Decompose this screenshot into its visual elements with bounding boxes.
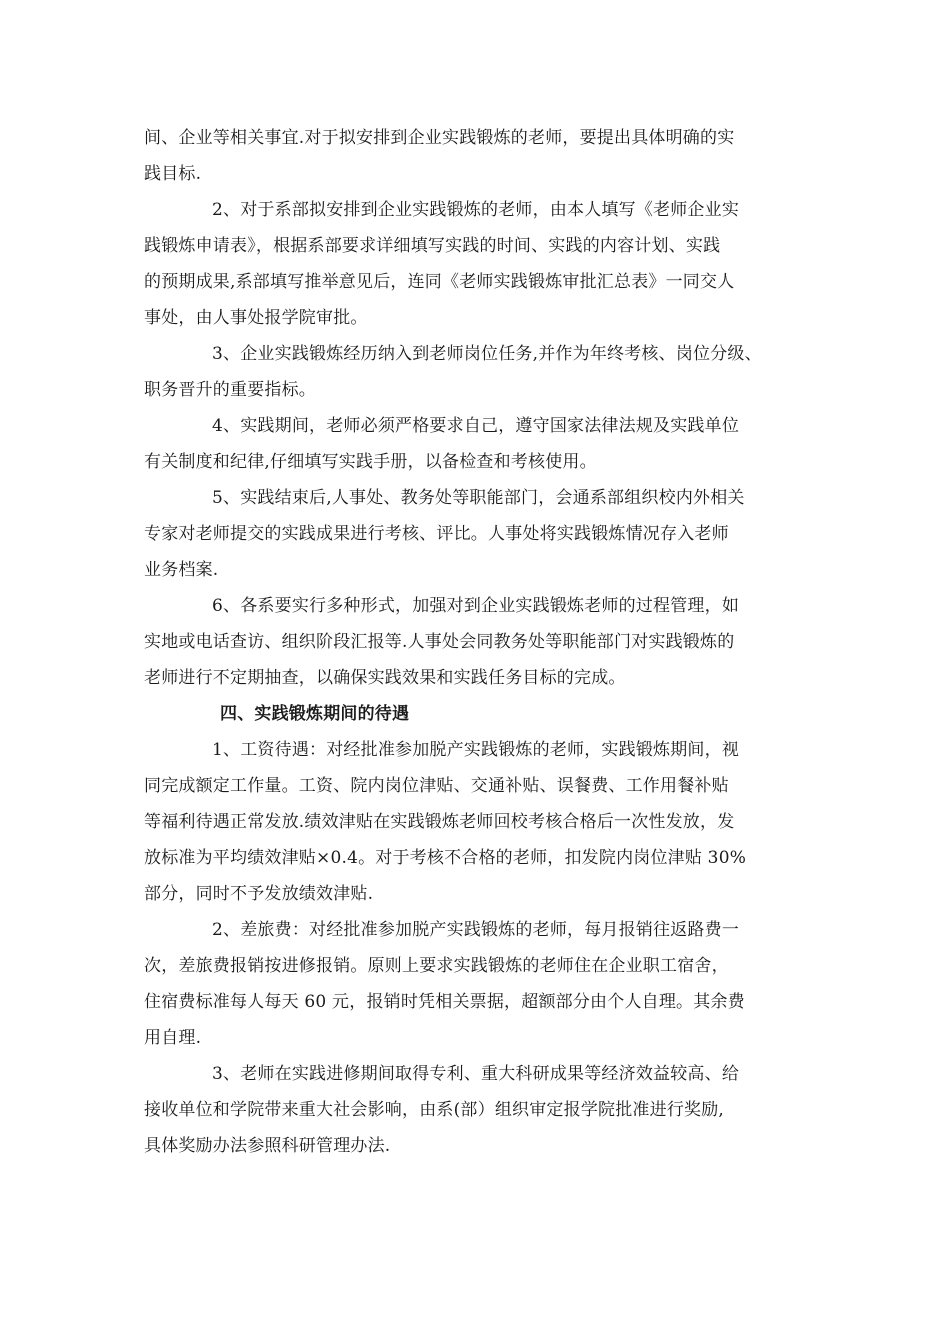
- text-line: 具体奖励办法参照科研管理办法.: [144, 1136, 391, 1156]
- text-line: 同完成额定工作量。工资、院内岗位津贴、交通补贴、误餐费、工作用餐补贴: [144, 776, 729, 796]
- text-line: 业务档案.: [144, 560, 219, 580]
- paragraph-start-line: 6、各系要实行多种形式，加强对到企业实践锻炼老师的过程管理，如: [212, 596, 740, 616]
- text-line: 部分，同时不予发放绩效津贴.: [144, 884, 374, 904]
- text-line: 等福利待遇正常发放.绩效津贴在实践锻炼老师回校考核合格后一次性发放，发: [144, 812, 735, 832]
- paragraph-start-line: 1、工资待遇：对经批准参加脱产实践锻炼的老师，实践锻炼期间，视: [212, 740, 740, 760]
- paragraph-start-line: 4、实践期间，老师必须严格要求自己，遵守国家法律法规及实践单位: [212, 416, 740, 436]
- paragraph-start-line: 2、差旅费：对经批准参加脱产实践锻炼的老师，每月报销往返路费一: [212, 920, 740, 940]
- text-line: 践目标.: [144, 164, 202, 184]
- text-line: 实地或电话查访、组织阶段汇报等.人事处会同教务处等职能部门对实践锻炼的: [144, 632, 735, 652]
- text-line: 间、企业等相关事宜.对于拟安排到企业实践锻炼的老师，要提出具体明确的实: [144, 128, 735, 148]
- text-line: 老师进行不定期抽查，以确保实践效果和实践任务目标的完成。: [144, 668, 626, 688]
- text-line: 的预期成果,系部填写推举意见后，连同《老师实践锻炼审批汇总表》一同交人: [144, 272, 735, 292]
- text-line: 住宿费标准每人每天 60 元，报销时凭相关票据，超额部分由个人自理。其余费: [144, 992, 745, 1012]
- document-body: [144, 120, 816, 1164]
- text-line: 有关制度和纪律,仔细填写实践手册，以备检查和考核使用。: [144, 452, 597, 472]
- paragraph-start-line: 3、老师在实践进修期间取得专利、重大科研成果等经济效益较高、给: [212, 1064, 740, 1084]
- text-line: 事处，由人事处报学院审批。: [144, 308, 368, 328]
- text-line: 放标准为平均绩效津贴×0.4。对于考核不合格的老师，扣发院内岗位津贴 30%: [144, 848, 747, 868]
- paragraph-start-line: 2、对于系部拟安排到企业实践锻炼的老师，由本人填写《老师企业实: [212, 200, 740, 220]
- text-line: 职务晋升的重要指标。: [144, 380, 316, 400]
- text-line: 接收单位和学院带来重大社会影响，由系(部）组织审定报学院批准进行奖励,: [144, 1100, 725, 1120]
- section-heading: 四、实践锻炼期间的待遇: [220, 704, 410, 724]
- text-line: 专家对老师提交的实践成果进行考核、评比。人事处将实践锻炼情况存入老师: [144, 524, 729, 544]
- text-line: 次，差旅费报销按进修报销。原则上要求实践锻炼的老师住在企业职工宿舍，: [144, 956, 729, 976]
- text-line: 用自理.: [144, 1028, 202, 1048]
- paragraph-start-line: 5、实践结束后,人事处、教务处等职能部门，会通系部组织校内外相关: [212, 488, 745, 508]
- text-line: 践锻炼申请表》，根据系部要求详细填写实践的时间、实践的内容计划、实践: [144, 236, 721, 256]
- paragraph-start-line: 3、企业实践锻炼经历纳入到老师岗位任务,并作为年终考核、岗位分级、: [212, 344, 762, 364]
